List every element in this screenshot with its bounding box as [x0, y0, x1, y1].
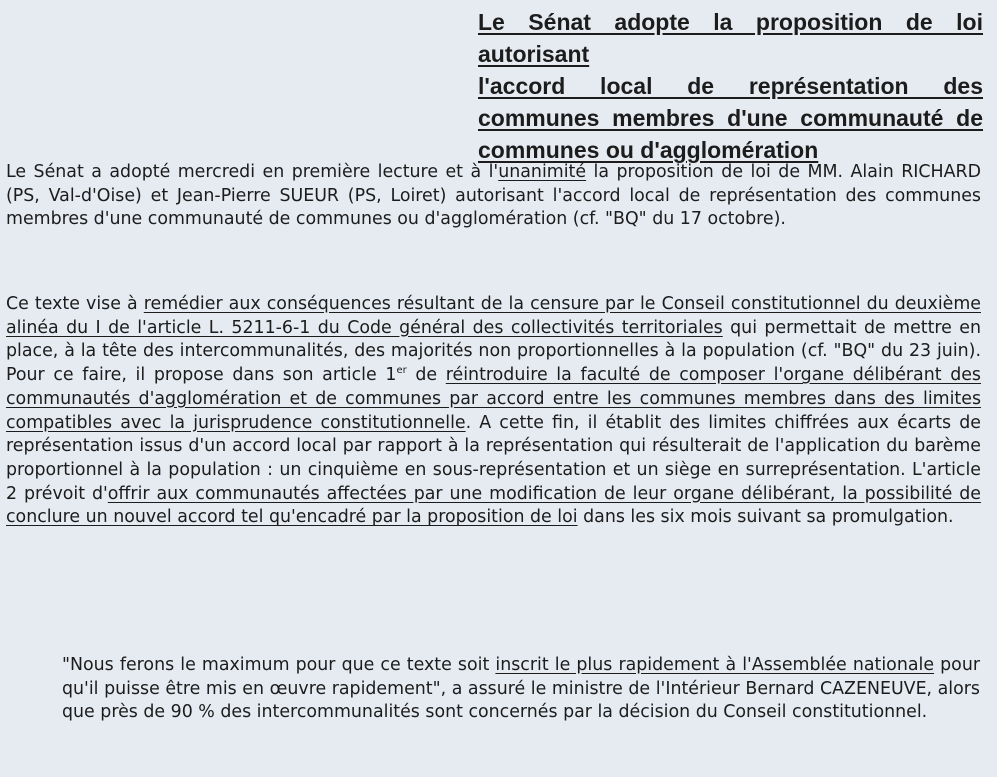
text-run: pour qu'il puisse être mis en œuvre rapidement", a assuré le ministre de l'Intérieur Bernard CAZENEUVE, alors que près de 90 % des intercommunalités sont concernés par la décision du Conseil constitutionnel. — [62, 655, 980, 723]
headline-line: l'accord local de représentation des — [478, 73, 983, 99]
text-run: "Nous ferons le maximum pour que ce texte soit — [62, 655, 496, 675]
text-run: . A cette fin, il établit des limites chiffrées aux écarts de représentation issus d'un accord local par rapport à la représentation qui résulterait de l'application du barème proportionnel à la population : un cinquième en sous-représentation et un siège en surreprésentation. L'article 2 prévoit d' — [6, 412, 981, 504]
headline-line: communes ou d'agglomération — [478, 137, 819, 163]
text-run: la proposition de loi de MM. Alain RICHARD (PS, Val-d'Oise) et Jean-Pierre SUEUR (PS, Loiret) autorisant l'accord local de représentation des communes membres d'une communauté de communes ou d'agglomération (cf. "BQ" du 17 octobre). — [6, 162, 982, 230]
text-run: Ce texte vise à — [6, 294, 144, 314]
superscript: er — [396, 365, 407, 377]
paragraph-intro — [6, 161, 981, 232]
text-run: de — [406, 365, 446, 386]
paragraph-body — [6, 293, 981, 530]
underlined-text: inscrit le plus rapidement à l'Assemblée nationale — [495, 655, 935, 675]
underlined-text: remédier aux conséquences résultant de la censure par le Conseil constitutionnel du deuxième alinéa du I de l'article L. 5211-6-1 du Code général des collectivités territoriales — [6, 294, 981, 338]
headline-line: communes membres d'une communauté de — [478, 105, 983, 131]
text-run: dans les six mois suivant sa promulgation. — [577, 507, 954, 528]
headline-line: Le Sénat adopte la proposition de loi autorisant — [478, 9, 983, 67]
underlined-text: unanimité — [498, 162, 587, 182]
text-run: Le Sénat a adopté mercredi en première lecture et à l' — [6, 162, 499, 182]
text-run: qui permettait de mettre en place, à la tête des intercommunalités, des majorités non proportionnelles à la population (cf. "BQ" du 23 juin). Pour ce faire, il propose dans son article 1 — [6, 317, 981, 386]
article-headline — [478, 6, 983, 166]
underlined-text: offrir aux communautés affectées par une modification de leur organe délibérant, la possibilité de conclure un nouvel accord tel qu'encadré par la proposition de loi — [6, 483, 981, 528]
quote-paragraph — [62, 654, 980, 725]
underlined-text: réintroduire la faculté de composer l'organe délibérant des communautés d'agglomération et de communes par accord entre les communes membres dans des limites compatibles avec la jurisprudence constitutionnelle — [6, 365, 981, 433]
